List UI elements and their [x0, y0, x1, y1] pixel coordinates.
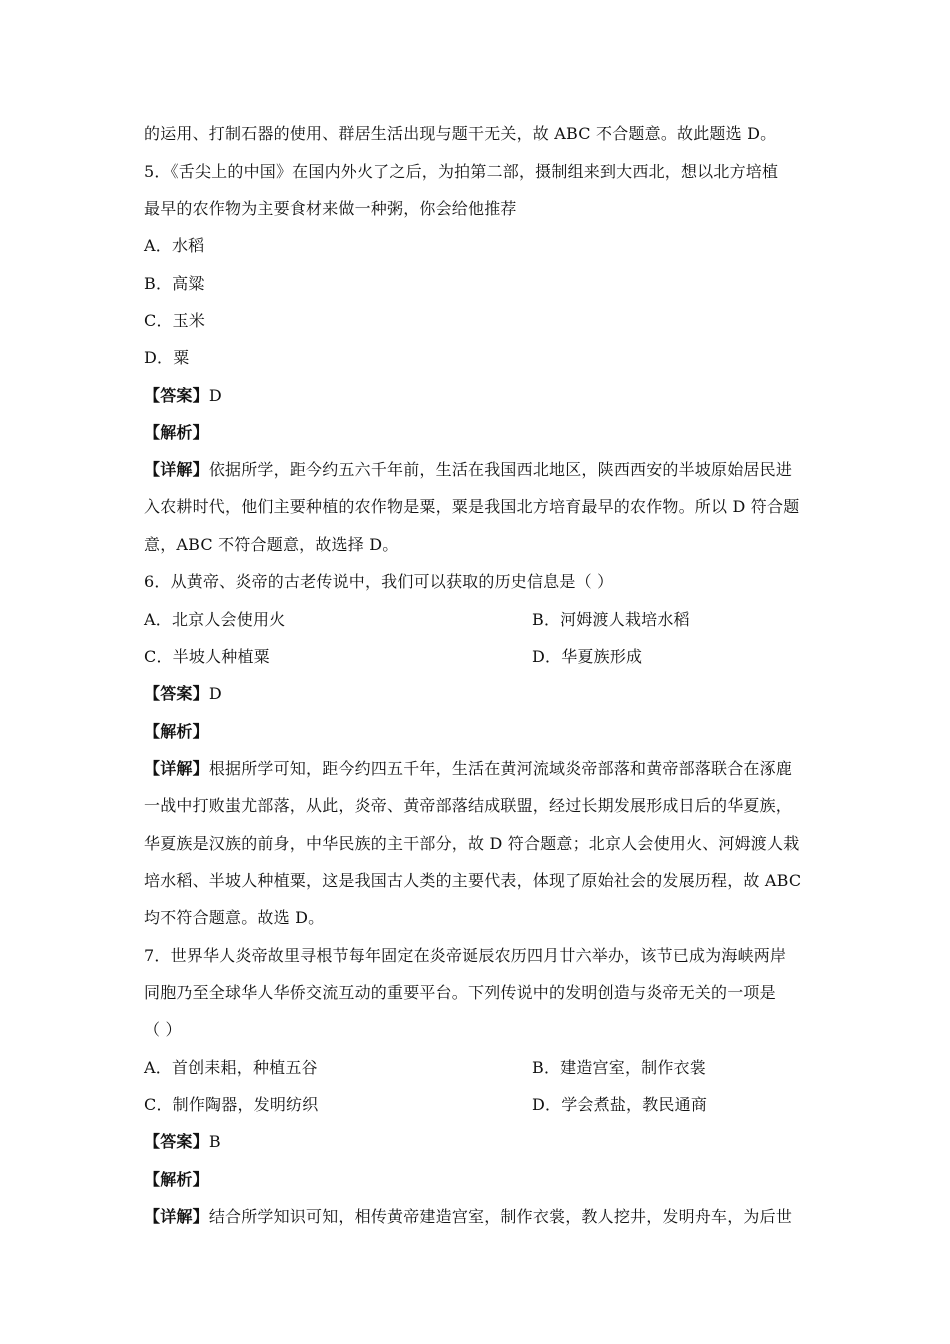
detail-label: 【详解】 — [144, 1207, 209, 1226]
q5-stem-line-2: 最早的农作物为主要食材来做一种粥，你会给他推荐 — [144, 199, 517, 218]
q6-detail-line-5: 均不符合题意。故选 D。 — [144, 908, 325, 927]
q5-option-a: A．水稻 — [144, 236, 205, 255]
q7-analysis-heading — [144, 1170, 808, 1190]
q6-detail-line-3: 华夏族是汉族的前身，中华民族的主干部分，故 D 符合题意；北京人会使用火、河姆渡人栽 — [144, 834, 800, 853]
answer-label: 【答案】 — [144, 684, 209, 703]
detail-text: 根据所学可知，距今约四五千年，生活在黄河流域炎帝部落和黄帝部落联合在涿鹿 — [208, 759, 793, 778]
q6-option-d: D．华夏族形成 — [532, 647, 643, 666]
q7-option-c: C．制作陶器，发明纺织 — [144, 1095, 319, 1114]
q5-option-b: B．高粱 — [144, 274, 205, 293]
q5-analysis-heading — [144, 423, 808, 443]
q7-answer — [144, 1132, 808, 1152]
q6-detail-line-2: 一战中打败蚩尤部落，从此，炎帝、黄帝部落结成联盟，经过长期发展形成日后的华夏族， — [144, 796, 793, 815]
analysis-label: 【解析】 — [144, 423, 209, 442]
q6-option-c: C．半坡人种植粟 — [144, 647, 270, 666]
q5-option-c: C．玉米 — [144, 311, 206, 330]
q5-detail-line-3: 意，ABC 不符合题意，故选择 D。 — [144, 535, 399, 554]
q5-option-d: D．粟 — [144, 348, 190, 367]
q5-answer — [144, 386, 808, 406]
q7-stem-line-2: 同胞乃至全球华人华侨交流互动的重要平台。下列传说中的发明创造与炎帝无关的一项是 — [144, 983, 776, 1002]
answer-value: D — [208, 684, 222, 703]
q7-detail-line-1 — [144, 1207, 808, 1227]
q7-stem-line-1: 7．世界华人炎帝故里寻根节每年固定在炎帝诞辰农历四月廿六举办，该节已成为海峡两岸 — [144, 946, 787, 965]
detail-label: 【详解】 — [144, 460, 209, 479]
q7-stem-line-3: （ ） — [144, 1020, 182, 1039]
answer-label: 【答案】 — [144, 1132, 209, 1151]
answer-value: B — [208, 1132, 221, 1151]
q7-option-b: B．建造宫室，制作衣裳 — [532, 1058, 706, 1077]
analysis-label: 【解析】 — [144, 722, 209, 741]
answer-value: D — [208, 386, 222, 405]
q6-option-b: B．河姆渡人栽培水稻 — [532, 610, 690, 629]
q6-answer — [144, 684, 808, 704]
q6-analysis-heading — [144, 722, 808, 742]
answer-label: 【答案】 — [144, 386, 209, 405]
q6-option-a: A．北京人会使用火 — [144, 610, 286, 629]
previous-explanation-tail: 的运用、打制石器的使用、群居生活出现与题干无关，故 ABC 不合题意。故此题选 D。 — [144, 124, 777, 143]
q7-option-d: D．学会煮盐，教民通商 — [532, 1095, 708, 1114]
q7-option-a: A．首创耒耜，种植五谷 — [144, 1058, 318, 1077]
detail-text: 结合所学知识可知，相传黄帝建造宫室，制作衣裳，教人挖井，发明舟车，为后世 — [208, 1207, 793, 1226]
detail-label: 【详解】 — [144, 759, 209, 778]
analysis-label: 【解析】 — [144, 1170, 209, 1189]
q5-stem-line-1: 5．《舌尖上的中国》在国内外火了之后，为拍第二部，摄制组来到大西北，想以北方培植 — [144, 162, 779, 181]
q6-detail-line-1 — [144, 759, 808, 779]
q5-detail-line-2: 入农耕时代，他们主要种植的农作物是粟，粟是我国北方培育最早的农作物。所以 D 符合题 — [144, 497, 800, 516]
detail-text: 依据所学，距今约五六千年前，生活在我国西北地区，陕西西安的半坡原始居民进 — [208, 460, 793, 479]
q5-detail-line-1 — [144, 460, 808, 480]
q6-detail-line-4: 培水稻、半坡人种植粟，这是我国古人类的主要代表，体现了原始社会的发展历程，故 ABC — [144, 871, 802, 890]
q6-stem: 6．从黄帝、炎帝的古老传说中，我们可以获取的历史信息是（ ） — [144, 572, 614, 591]
